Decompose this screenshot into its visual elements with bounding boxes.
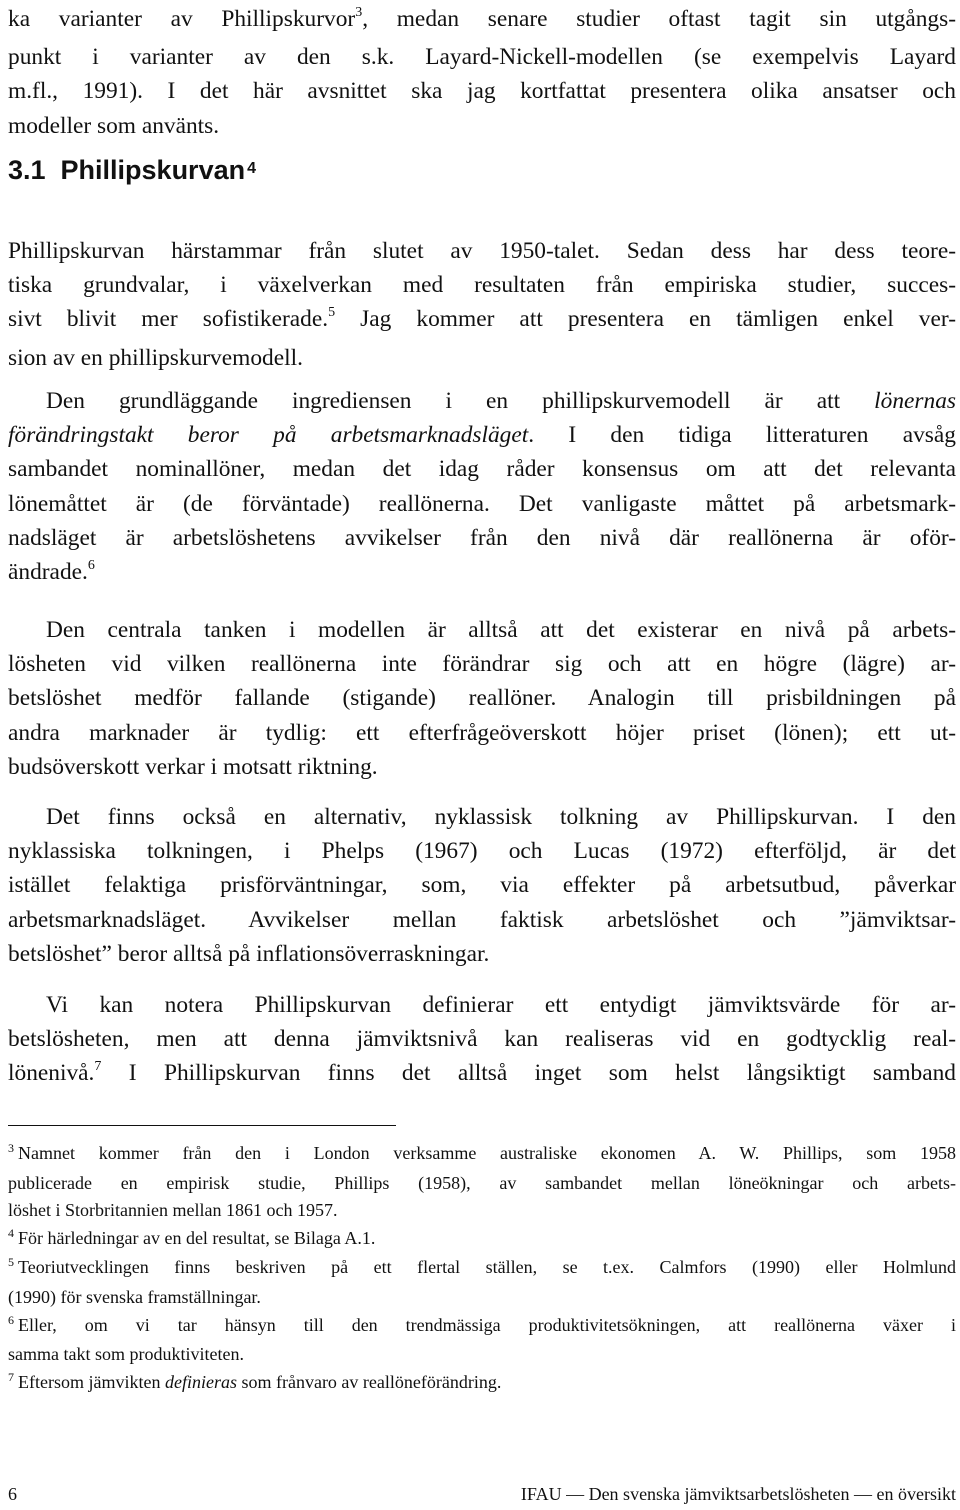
text-line: arbetsmarknadsläget. Avvikelser mellan faktisk arbetslöshet och ”jämviktsar- [8,906,956,933]
footnote-text: som frånvaro av reallöneförändring. [236,1371,502,1392]
paragraph-5 [8,988,956,1095]
footnote-text: Teoriutvecklingen finns beskriven på ett flertal ställen, se t.ex. Calmfors (1990) eller Holmlund [18,1257,956,1278]
text: Jag kommer att presentera en tämligen enkel ver- [335,306,956,333]
section-heading [8,155,256,186]
intro-paragraph [8,2,956,143]
text-line: sion av en phillipskurvemodell. [8,344,303,371]
footnote-ref: 6 [87,558,95,574]
footnote-text: publicerade en empirisk studie, Phillips (1958), av sambandet mellan löneökningar och arbets- [8,1172,956,1193]
text-line: nadsläget är arbetslöshetens avvikelser från den nivå där reallönerna är oför- [8,524,956,551]
text-line: sambandet nominallöner, medan det idag råder konsensus om att det relevanta [8,456,956,483]
footnote-ref: 5 [328,305,336,321]
text-line: andra marknader är tydlig: ett efterfrågeöverskott höjer priset (lönen); ett ut- [8,719,956,746]
footnote-ref: 7 [94,1059,102,1075]
footnote-ref: 4 [247,160,256,177]
text-line: lönemåttet är (de förväntade) reallönerna. Det vanligaste måttet på arbetsmark- [8,490,956,517]
text-line: Vi kan notera Phillipskurvan definierar ett entydigt jämviktsvärde för ar- [46,992,956,1018]
text-line: budsöverskott verkar i motsatt riktning. [8,753,378,780]
footnote-ref: 3 [355,5,363,20]
text: ka varianter av Phillipskurvor [8,6,356,32]
footnote-text: samma takt som produktiviteten. [8,1344,244,1365]
footnote-text: (1990) för svenska framställningar. [8,1286,261,1307]
text: lönenivå. [8,1060,95,1087]
text-line: lösheten vid vilken reallönerna inte förändrar sig och att en högre (lägre) ar- [8,651,956,678]
footnote-number: 3 [8,1141,14,1155]
text-line: betslöshet medför fallande (stigande) reallöner. Analogin till prisbildningen på [8,685,956,712]
running-title: IFAU — Den svenska jämviktsarbetslösheten — en översikt [520,1484,956,1504]
page-number: 6 [8,1484,17,1504]
footnotes [8,1140,956,1398]
paragraph-3 [8,613,956,784]
paragraph-1 [8,234,956,375]
emphasis: förändringstakt beror på arbetsmarknadsläget [8,422,529,449]
text: ändrade. [8,559,88,586]
text: . I den tidiga litteraturen avsåg [528,422,956,449]
footnote-number: 6 [8,1312,14,1327]
text-line: betslösheten, men att denna jämviktsnivå kan realiseras vid en godtycklig real- [8,1026,956,1053]
footnote-divider [8,1125,396,1126]
text-line: Den centrala tanken i modellen är alltså att det existerar en nivå på arbets- [46,617,956,643]
text-line: punkt i varianter av den s.k. Layard-Nickell-modellen (se exempelvis Layard [8,44,956,71]
text-line: nyklassiska tolkningen, i Phelps (1967) och Lucas (1972) efterföljd, är det [8,838,956,865]
paragraph-2 [8,384,956,593]
footnote-text: Eller, om vi tar hänsyn till den trendmässiga produktivitetsökningen, att reallönerna växer i [18,1314,956,1335]
text-line: istället felaktiga prisförväntningar, som, via effekter på arbetsutbud, påverkar [8,872,956,899]
text: Den grundläggande ingrediensen i en phillipskurvemodell är att [46,388,875,414]
text-line: tiska grundvalar, i växelverkan med resultaten från empiriska studier, succes- [8,272,956,299]
footnote-number: 5 [8,1255,14,1270]
footnote-number: 7 [8,1369,14,1384]
section-title: 3.1 Phillipskurvan [8,155,246,185]
footnote-text: löshet i Storbritannien mellan 1861 och 1957. [8,1200,338,1221]
footnote-number: 4 [8,1225,14,1240]
text: I Phillipskurvan finns det alltså inget som helst långsiktigt samband [101,1060,956,1087]
text-line: m.fl., 1991). I det här avsnittet ska jag kortfattat presentera olika ansatser och [8,78,956,105]
emphasis: lönernas [874,388,956,414]
paragraph-4 [8,800,956,971]
footnote-text: För härledningar av en del resultat, se Bilaga A.1. [18,1227,376,1248]
text: sivt blivit mer sofistikerade. [8,306,329,333]
text-line: modeller som använts. [8,112,220,139]
text-line: Det finns också en alternativ, nyklassisk tolkning av Phillipskurvan. I den [46,804,956,830]
emphasis: definieras [164,1371,237,1392]
text-line: Phillipskurvan härstammar från slutet av 1950-talet. Sedan dess har dess teore- [8,238,956,264]
footnote-text: Namnet kommer från den i London verksamme australiske ekonomen A. W. Phillips, som 1958 [18,1143,956,1163]
text: , medan senare studier oftast tagit sin utgångs- [362,6,957,32]
footnote-text: Eftersom jämvikten [18,1371,165,1392]
text-line: betslöshet” beror alltså på inflationsöverraskningar. [8,940,490,967]
page-footer [8,1484,956,1510]
